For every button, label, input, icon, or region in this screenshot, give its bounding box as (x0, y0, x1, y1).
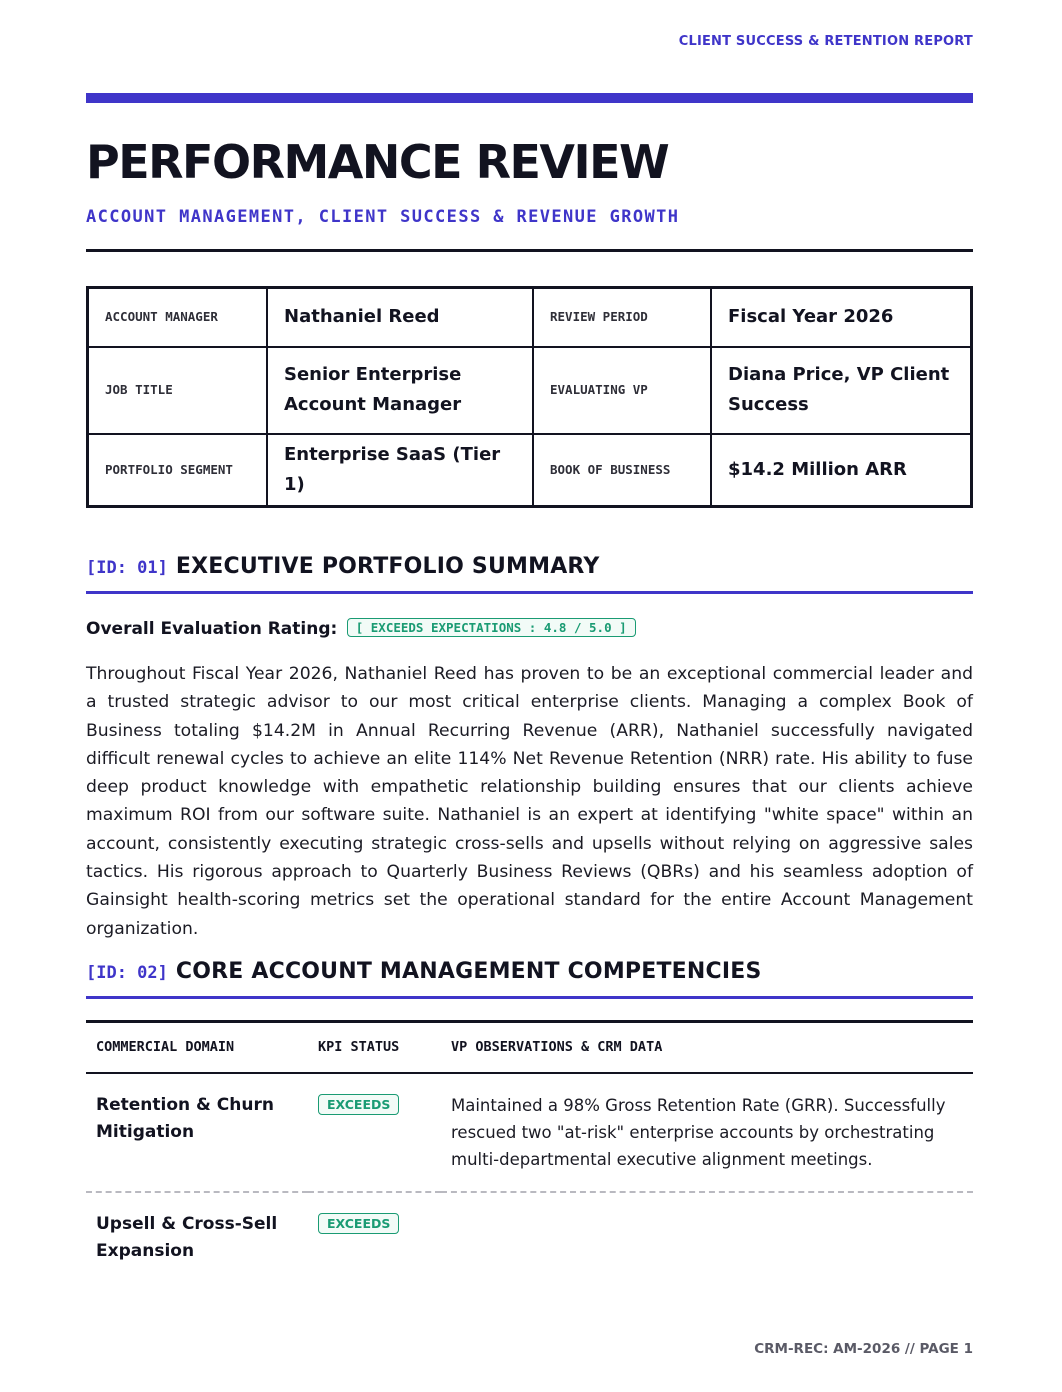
competency-domain: Retention & Churn Mitigation (86, 1073, 308, 1192)
info-value-book-of-business: $14.2 Million ARR (711, 434, 972, 507)
section-divider (86, 591, 973, 594)
info-row (88, 288, 972, 347)
info-label-book-of-business: BOOK OF BUSINESS (533, 434, 711, 507)
title-divider (86, 249, 973, 252)
table-row (86, 1073, 973, 1192)
overall-rating (86, 618, 636, 639)
header-accent-bar (86, 93, 973, 103)
info-label-review-period: REVIEW PERIOD (533, 288, 711, 347)
page-footer: CRM-REC: AM-2026 // PAGE 1 (754, 1341, 973, 1357)
section-id: [ID: 01] (86, 558, 168, 578)
competencies-table (86, 1020, 973, 1283)
table-header-row (86, 1022, 973, 1074)
table-row (86, 1192, 973, 1283)
kpi-status-cell (308, 1073, 441, 1192)
rating-badge: [ EXCEEDS EXPECTATIONS : 4.8 / 5.0 ] (347, 618, 636, 637)
report-label: CLIENT SUCCESS & RETENTION REPORT (678, 34, 973, 49)
report-page (86, 0, 973, 1392)
competency-observation (441, 1192, 973, 1283)
column-header-domain: COMMERCIAL DOMAIN (86, 1022, 308, 1074)
rating-label: Overall Evaluation Rating: (86, 619, 338, 639)
competency-domain: Upsell & Cross-Sell Expansion (96, 1214, 278, 1261)
executive-summary-text: Throughout Fiscal Year 2026, Nathaniel Reed has proven to be an exceptional commercial leader and a trusted strategic advisor to our most critical enterprise clients. Managing a complex Book of Business totaling $14.2M in Annual Recurring Revenue (ARR), Nathaniel successfully navigated difficult renewal cycles to achieve an elite 114% Net Revenue Retention (NRR) rate. His ability to fuse deep product knowledge with empathetic relationship building ensures that our clients achieve maximum ROI from our software suite. Nathaniel is an expert at identifying "white space" within an account, consistently executing strategic cross-sells and upsells without relying on aggressive sales tactics. His rigorous approach to Quarterly Business Reviews (QBRs) and his seamless adoption of Gainsight health-scoring metrics set the operational standard for the entire Account Management organization. (86, 664, 973, 939)
info-value-review-period: Fiscal Year 2026 (711, 288, 972, 347)
kpi-status-cell (308, 1192, 441, 1283)
info-row (88, 347, 972, 434)
info-value-portfolio-segment: Enterprise SaaS (Tier 1) (267, 434, 533, 507)
section-id: [ID: 02] (86, 963, 168, 983)
employee-info-table (86, 286, 973, 508)
info-label-evaluating-vp: EVALUATING VP (533, 347, 711, 434)
info-value-job-title: Senior Enterprise Account Manager (267, 347, 533, 434)
info-label-job-title: JOB TITLE (88, 347, 268, 434)
info-label-portfolio-segment: PORTFOLIO SEGMENT (88, 434, 268, 507)
status-badge: EXCEEDS (318, 1213, 399, 1234)
info-row (88, 434, 972, 507)
section-title: CORE ACCOUNT MANAGEMENT COMPETENCIES (175, 959, 762, 984)
column-header-kpi-status: KPI STATUS (308, 1022, 441, 1074)
competency-observation: Maintained a 98% Gross Retention Rate (GRR). Successfully rescued two "at-risk" enterprise accounts by orchestrating multi-departmental executive alignment meetings. (441, 1073, 973, 1192)
info-value-account-manager: Nathaniel Reed (267, 288, 533, 347)
status-badge: EXCEEDS (318, 1094, 399, 1115)
page-title: PERFORMANCE REVIEW (86, 135, 669, 189)
section-divider (86, 996, 973, 999)
column-header-observations: VP OBSERVATIONS & CRM DATA (441, 1022, 973, 1074)
section-title: EXECUTIVE PORTFOLIO SUMMARY (175, 554, 600, 579)
section-header-competencies (86, 959, 973, 984)
page-subtitle: ACCOUNT MANAGEMENT, CLIENT SUCCESS & REVENUE GROWTH (86, 207, 680, 227)
info-label-account-manager: ACCOUNT MANAGER (88, 288, 268, 347)
section-header-summary (86, 554, 973, 579)
info-value-evaluating-vp: Diana Price, VP Client Success (711, 347, 972, 434)
